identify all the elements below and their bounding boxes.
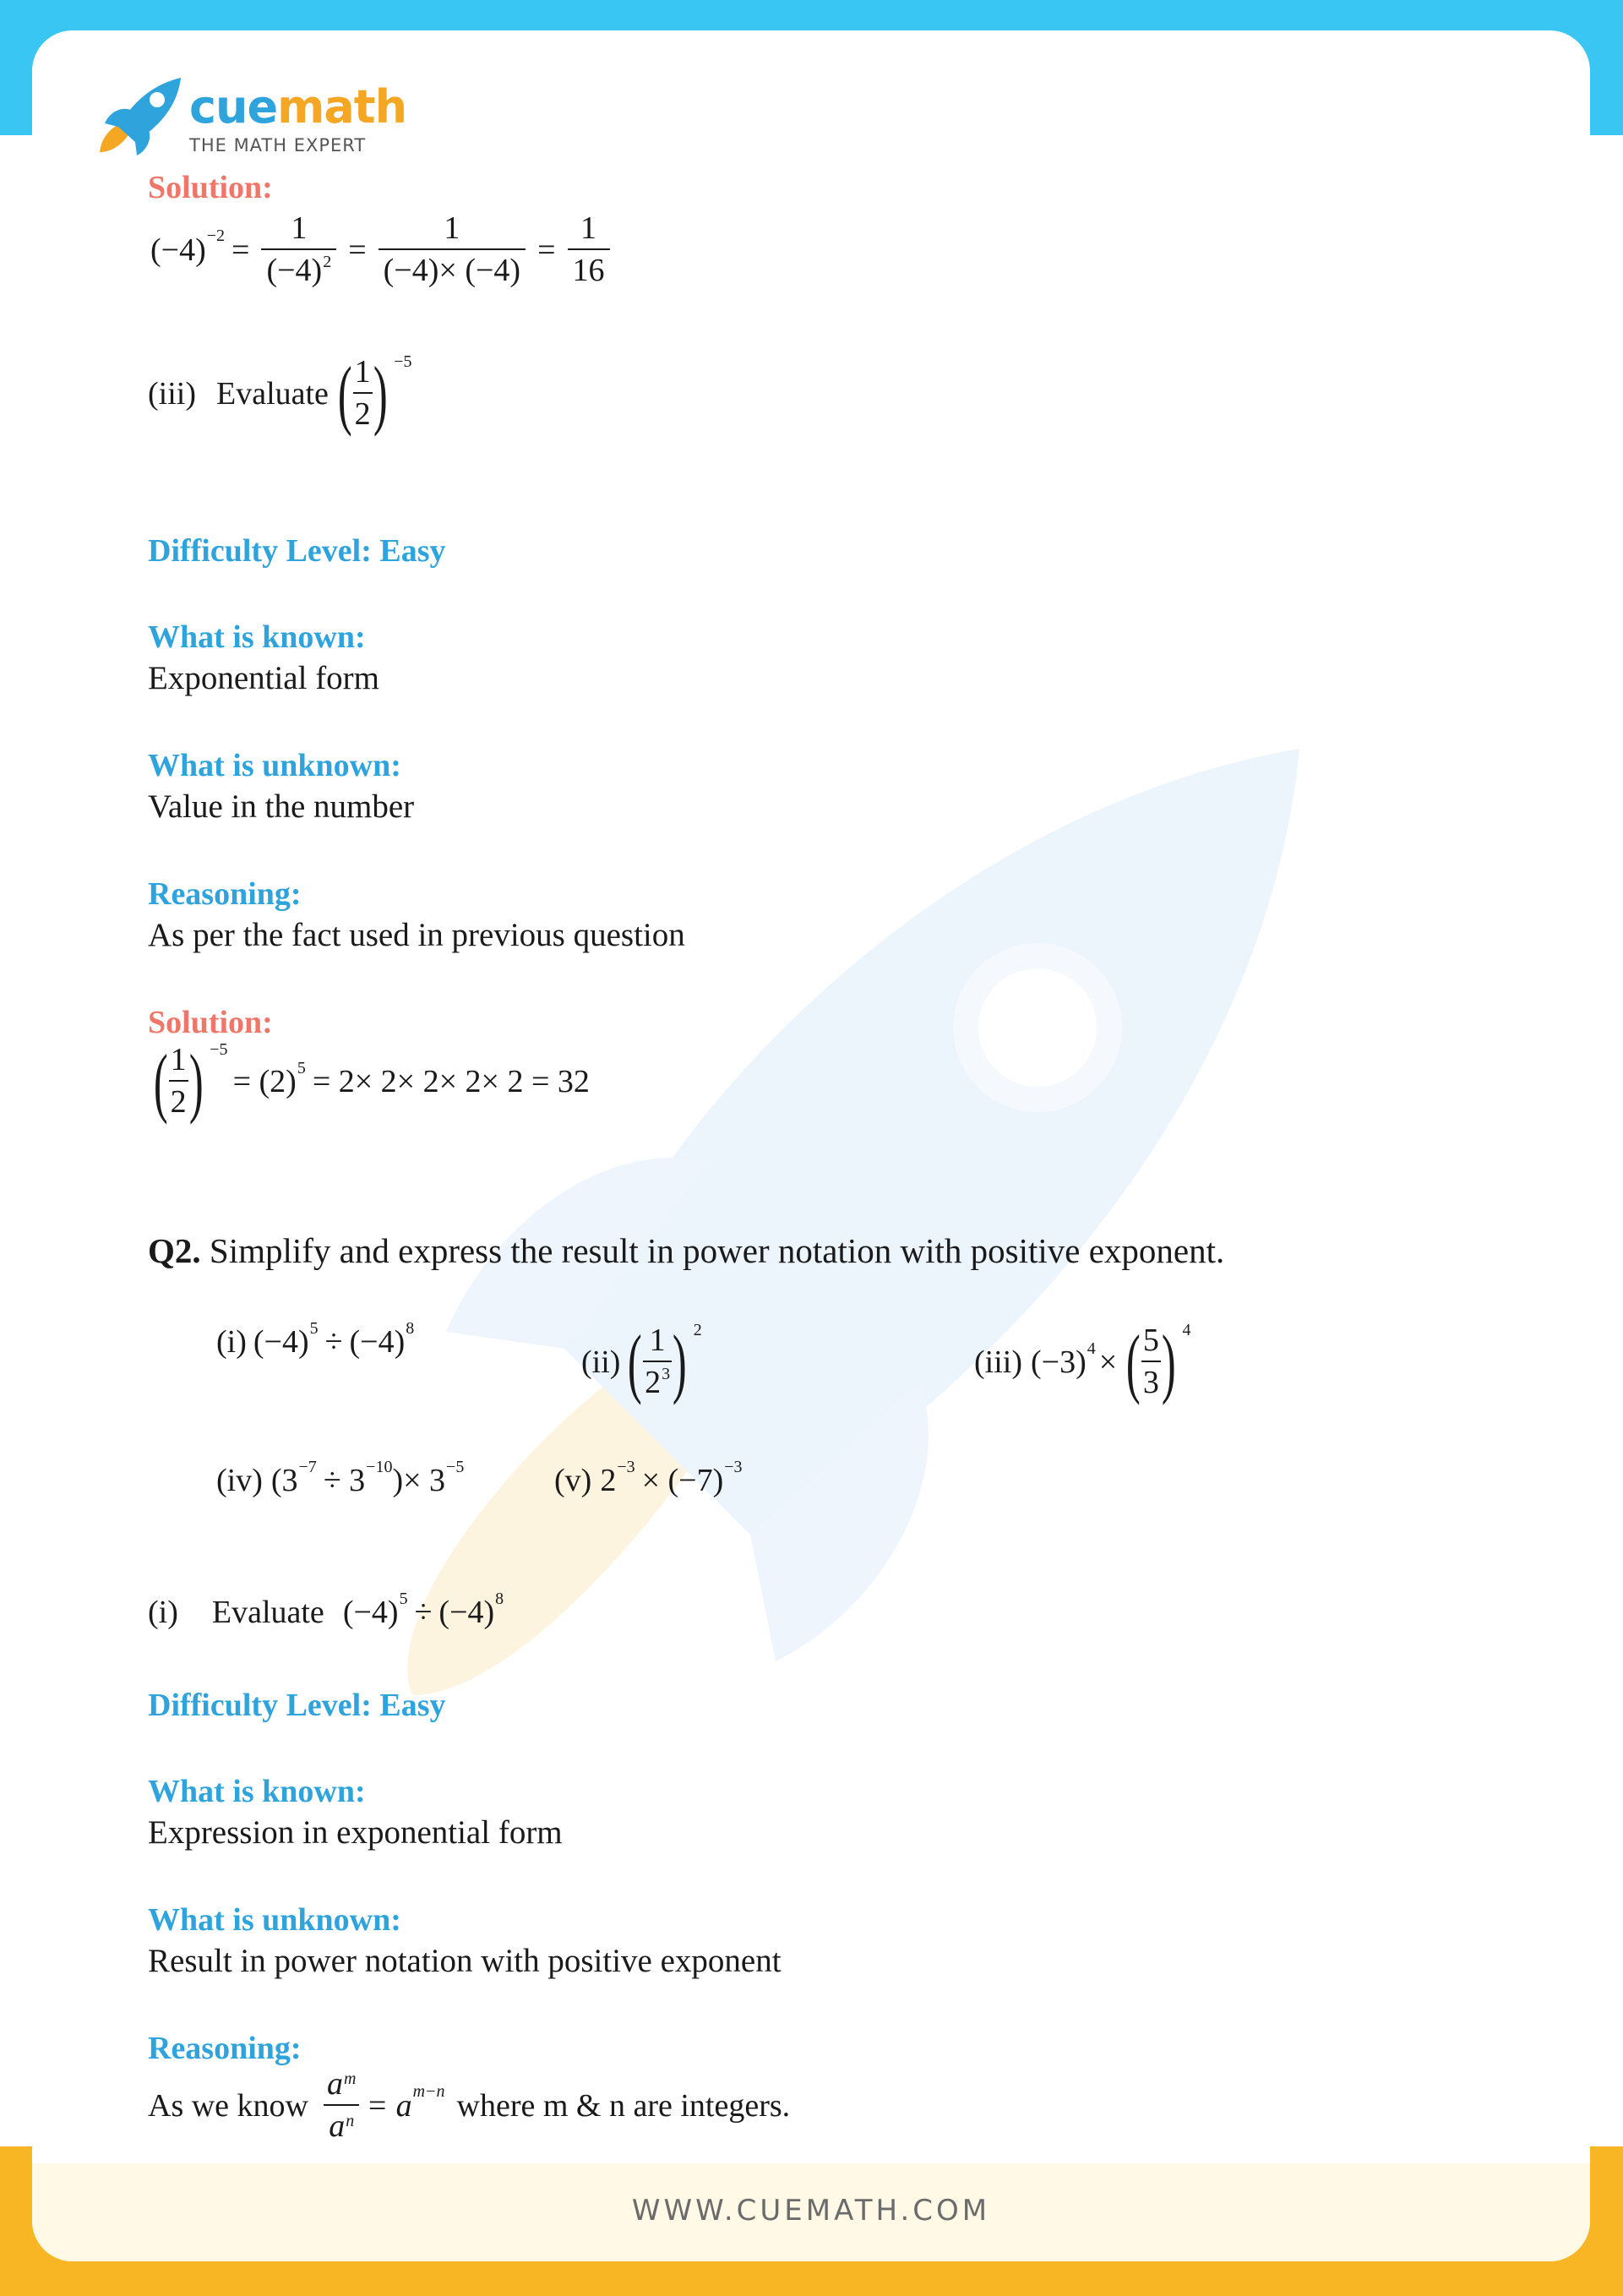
solution-label-1: Solution: (148, 170, 273, 205)
q2-part-iv: (iv) (3 −7 ÷ 3 −10 )× 3 −5 (216, 1457, 465, 1498)
part-i-label: (i) (148, 1595, 178, 1630)
eq-lhs: (−4) (150, 232, 206, 268)
reasoning-label-2: Reasoning: (148, 2031, 302, 2066)
eq-fraction-3: $\frac{1}{16}$ (568, 211, 610, 289)
reasoning-text-1: As per the fact used in previous question (148, 917, 685, 953)
reasoning-fraction: $\frac{a^m}{a^n}$ (322, 2067, 361, 2145)
what-is-unknown-text-1: Value in the number (148, 788, 415, 825)
q2-part-iii: (iii) (−3) 4 × ( $\frac{5}{3}$ ) 4 (974, 1319, 1191, 1405)
q2-label: Q2. (148, 1231, 201, 1270)
part-i-question: (i) Evaluate (−4) 5 ÷ (−4) 8 (148, 1589, 504, 1630)
part-iii-evaluate: Evaluate (215, 376, 329, 412)
document-body (32, 30, 1590, 2261)
equation-ii-solution: (−4) −2 = $\frac{1}{(-4)^2}$ = $\frac{1}{(-4)\times (-4)}$ = $\frac{1}{16}$ (150, 211, 615, 289)
solution-label-2: Solution: (148, 1005, 273, 1040)
reasoning-label-1: Reasoning: (148, 876, 302, 912)
footer-url[interactable]: WWW.CUEMATH.COM (631, 2194, 991, 2228)
brand-tagline: THE MATH EXPERT (189, 135, 367, 155)
difficulty-level-2: Difficulty Level: Easy (148, 1688, 446, 1723)
eq-fraction-2: $\frac{1}{(-4)\times (-4)}$ (379, 211, 526, 289)
part-iii-solution-equation: ( $\frac{1}{2}$ ) −5 = (2) 5 = 2× 2× 2× 2× 2 = 32 (153, 1039, 590, 1125)
what-is-unknown-label-1: What is unknown: (148, 748, 401, 783)
q2-part-v: (v) 2 −3 × (−7) −3 (554, 1457, 743, 1498)
part-iii-label: (iii) (148, 376, 196, 412)
footer-band (32, 2163, 1590, 2261)
what-is-known-label-1: What is known: (148, 619, 366, 655)
part-i-evaluate: Evaluate (211, 1595, 324, 1630)
q2-heading (148, 1230, 1224, 1271)
reasoning-text-2: As we know $\frac{a^m}{a^n}$ = a m−n where m & n are integers. (148, 2066, 791, 2144)
what-is-unknown-text-2: Result in power notation with positive exponent (148, 1943, 782, 1979)
brand-name-b: math (277, 80, 407, 134)
q2-part-ii: (ii) ( $\frac{1}{2^3}$ ) 2 (581, 1319, 702, 1405)
q2-part-i: (i) (−4) 5 ÷ (−4) 8 (216, 1318, 415, 1360)
q2-text: Simplify and express the result in power notation with positive exponent. (209, 1231, 1225, 1270)
what-is-known-text-2: Expression in exponential form (148, 1814, 563, 1851)
what-is-unknown-label-2: What is unknown: (148, 1902, 401, 1938)
eq-lhs-exp: −2 (206, 226, 226, 246)
what-is-known-text-1: Exponential form (148, 660, 380, 696)
part-iii-question: (iii) Evaluate ( $\frac{1}{2}$ ) −5 (148, 351, 412, 437)
page-card (32, 30, 1590, 2261)
what-is-known-label-2: What is known: (148, 1774, 366, 1809)
brand-name-a: cue (189, 80, 278, 134)
difficulty-level-1: Difficulty Level: Easy (148, 533, 446, 569)
eq-fraction-1: $\frac{1}{(-4)^2}$ (261, 211, 336, 289)
